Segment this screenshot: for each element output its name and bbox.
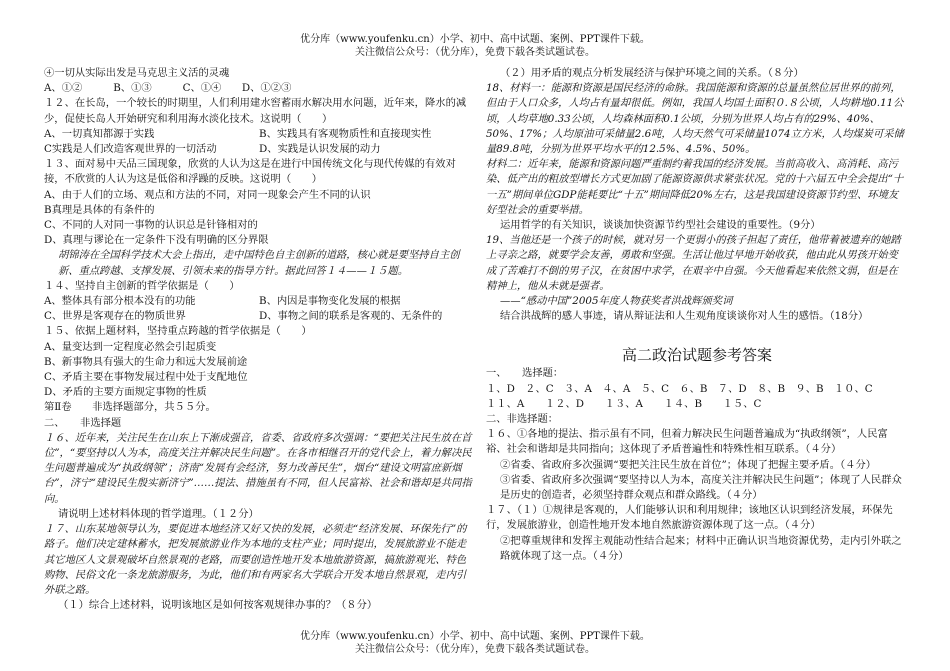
q11-choices: A、①② B、①③ C、①④ D、①②③ xyxy=(44,82,292,95)
answer-16-1: １６、①各地的提法、指示虽有不同，但着力解决民生问题普遍成为“执政纲领”，人民富裕、社会和谐却是共同指向；这体现了矛盾普遍性和特殊性相互联系。（４分） xyxy=(486,428,888,456)
footer xyxy=(0,630,950,656)
answer-17-1: １７、（１）①规律是客观的，人们能够认识和利用规律；该地区认识到经济发展，环保先行，发展旅游业，创造性地开发本地自然旅游资源体现了这一点。（４分） xyxy=(486,504,893,532)
q15-stem: １５、依据上题材料，坚持重点跨越的哲学依据是（ ） xyxy=(44,325,312,338)
q19-question: 结合洪战辉的感人事迹，请从辩证法和人生观角度谈谈你对人生的感悟。（18分） xyxy=(500,310,869,323)
q13-option-a: A、由于人们的立场、观点和方法的不同，对同一现象会产生不同的认识 xyxy=(44,188,371,201)
header-line-2: 关注微信公众号：（优分库），免费下载各类试题试卷。 xyxy=(355,47,595,58)
q19-source: ——“感动中国”2005年度人物获奖者洪战辉颁奖词 xyxy=(500,295,733,308)
section-2-subheading: 二、 非选择题 xyxy=(44,416,122,429)
q17-question-1: （１）综合上述材料，说明该地区是如何按客观规律办事的？（８分） xyxy=(58,599,378,612)
answer-section-1: 一、 选择题： xyxy=(486,367,564,380)
q15-option-b: B、新事物具有强大的生命力和远大发展前途 xyxy=(44,355,248,368)
section-2-heading: 第Ⅱ卷 非选择题部分，共５５分。 xyxy=(44,401,216,414)
q14-options-ab xyxy=(44,294,474,309)
q14-option-d: D、事物之间的联系是客观的、无条件的 xyxy=(259,310,443,323)
q13-option-c: C、不同的人对同一事物的认识总是针锋相对的 xyxy=(44,219,258,232)
q17-question-2: （２）用矛盾的观点分析发展经济与保护环境之间的关系。（８分） xyxy=(500,67,804,79)
q17-material: １７、山东某地领导认为，要促进本地经济又好又快的发展，必须走“经济发展、环保先行”的路子。他们决定建林蓄水，把发展旅游业作为本地的支柱产业；同时提出，发展旅游业不能走其它地区人文景观破坏自然景观的老路，而要创造性地开发本地旅游资源，搞旅游观光、特色购物、民俗文化一条龙旅游服务，为此，他们和有两家名大学联合开发本地自然景观，走内引外联之路。 xyxy=(44,523,467,596)
q12-options-ab xyxy=(44,127,474,142)
answer-section-2: 二、非选择题： xyxy=(486,413,559,426)
q14-15-material: 胡锦涛在全国科学技术大会上指出，走中国特色自主创新的道路，核心就是要坚持自主创新、重点跨越、支撑发展、引领未来的指导方针。据此回答１４——１５题。 xyxy=(58,249,460,277)
header xyxy=(0,33,950,59)
q13-stem: １３、面对易中天品三国现象，欣赏的人认为这是在进行中国传统文化与现代传媒的有效对接，不欣赏的人认为这是低俗和浮躁的反映。这说明（ ） xyxy=(44,158,456,186)
answer-17-2: ②把尊重规律和发挥主观能动性结合起来；材料中正确认识当地资源优势，走内引外联之路就体现了这一点。（４分） xyxy=(500,534,902,562)
q13-option-b: B真理是具体的有条件的 xyxy=(44,203,155,216)
answer-row-1: １、D ２、C ３、A ４、A ５、C ６、B ７、D ８、B ９、B １０、C xyxy=(486,382,873,395)
footer-line-1: 优分库（www.youfenku.cn）小学、初中、高中试题、案例、PPT课件下载。 xyxy=(300,631,650,642)
q12-option-a: A、一切真知都源于实践 xyxy=(44,127,155,140)
q16-question: 请说明上述材料体现的哲学道理。（１２分） xyxy=(58,507,259,520)
q12-stem: １２、在长岛，一个较长的时期里，人们利用建水窖蓄雨水解决用水问题，近年来，降水的减少，促使长岛人开始研究和利用海水淡化技术。这说明（ ） xyxy=(44,97,467,125)
answer-16-3: ③省委、省政府多次强调“要坚持以人为本，高度关注并解决民生问题”；体现了人民群众是历史的创造者，必须坚持群众观点和群众路线。（４分） xyxy=(500,473,902,502)
answer-key-title: 高二政治试题参考答案 xyxy=(621,346,772,365)
q15-option-c: C、矛盾主要在事物发展过程中处于支配地位 xyxy=(44,371,248,384)
q14-option-c: C、世界是客观存在的物质世界 xyxy=(44,310,186,323)
q13-option-d: D、真理与谬论在一定条件下没有明确的区分界限 xyxy=(44,234,269,247)
q18-question: 运用哲学的有关知识，谈谈加快资源节约型社会建设的重要性。（9分） xyxy=(500,219,821,232)
footer-line-2: 关注微信公众号：（优分库），免费下载各类试题试卷。 xyxy=(355,644,595,655)
q14-stem: １４、坚持自主创新的哲学依据是（ ） xyxy=(44,279,240,292)
q12-option-b: B、实践具有客观物质性和直接现实性 xyxy=(259,127,432,140)
q15-option-d: D、矛盾的主要方面规定事物的性质 xyxy=(44,386,207,399)
q12-option-c: C实践是人们改造客观世界的一切活动 xyxy=(44,143,217,156)
answer-16-2: ②省委、省政府多次强调“要把关注民生放在首位”；体现了把握主要矛盾。（４分） xyxy=(500,458,877,471)
q15-option-a: A、量变达到一定程度必然会引起质变 xyxy=(44,340,217,353)
q18-material-1: 18、材料一：能源和资源是国民经济的命脉。我国能源和资源的总量虽然位居世界的前列，但由于人口众多，人均占有量却很低。例如，我国人均国土面积０.８公顷，人均耕地0.11公顷，人均草地0.33公顷，人均森林面积0.1公顷，分别为世界人均占有的29%、40%、50%、17%；人均原油可采储量2.6吨，人均天然气可采储量1074立方米，人均煤炭可采储量89.8吨，分别为世界平均水平的12.5%、4.5%、50%。 xyxy=(486,82,904,156)
spacer xyxy=(486,324,908,344)
q19-material: 19、当他还是一个孩子的时候，就对另一个更弱小的孩子担起了责任，他带着被遗弃的她踏上寻亲之路，就要学会友善，勇敢和坚强。生活让他过早地开始收获，他由此从男孩开始变成了苦难打不倒的男子汉，在贫困中求学，在艰辛中自强。今天他看起来依然文弱，但是在精神上，他从未就是强者。 xyxy=(486,234,901,292)
q11-option-4: ④一切从实际出发是马克思主义活的灵魂 xyxy=(44,67,230,79)
q14-options-cd xyxy=(44,309,474,324)
q14-option-b: B、内因是事物变化发展的根据 xyxy=(259,295,401,308)
left-column xyxy=(44,66,474,613)
header-line-1: 优分库（www.youfenku.cn）小学、初中、高中试题、案例、PPT课件下载。 xyxy=(300,34,650,45)
answer-row-2: １１、A １２、D １３、A １４、B １５、C xyxy=(486,397,762,410)
q12-option-d: D、实践是认识发展的动力 xyxy=(259,143,381,156)
q12-options-cd xyxy=(44,142,474,157)
q14-option-a: A、整体具有部分根本没有的功能 xyxy=(44,295,196,308)
q16-material: １６、近年来，关注民生在山东上下渐成强音，省委、省政府多次强调：“要把关注民生放在首位”，“要坚持以人为本，高度关注并解决民生问题”。在各市相继召开的党代会上，着力解决民生问题普遍成为“执政纲领”；济南“发展有会经济，努力改善民生”，烟台“建设文明富庶新烟台”，济宁“建设民生殷实新济宁”……提法、措施虽有不同，但人民富裕、社会和谐却是共同指向。 xyxy=(44,431,472,505)
q18-material-2: 材料二：近年来，能源和资源问题严重制约着我国的经济发展。当前高收入、高消耗、高污染、低产出的粗放型增长方式更加剧了能源资源供求紧张状况。党的十六届五中全会提出“十一五”期间单位GDP能耗要比“十五”期间降低20%左右，这是我国建设资源节约型、环境友好型社会的重要举措。 xyxy=(486,158,904,216)
right-column xyxy=(486,66,908,564)
